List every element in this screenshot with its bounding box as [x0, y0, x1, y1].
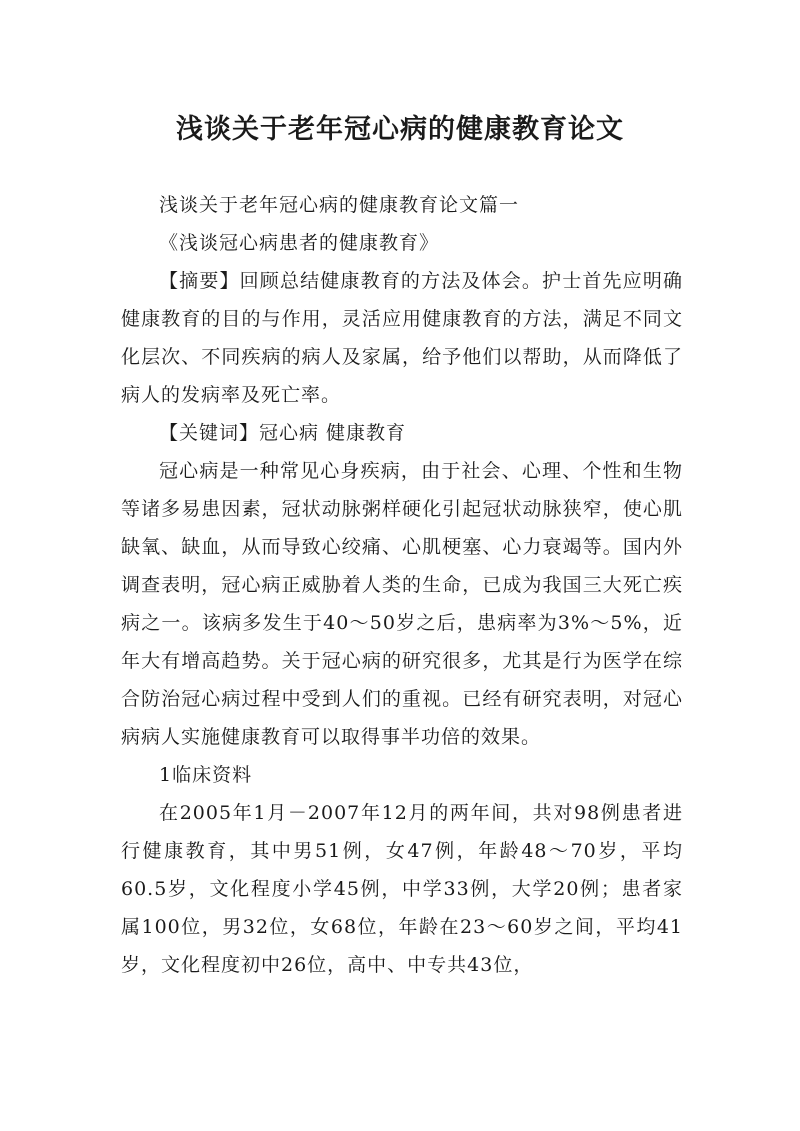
paragraph-article-heading: 浅谈关于老年冠心病的健康教育论文篇一 [159, 194, 520, 216]
paragraph-keywords: 【关键词】冠心病 健康教育 [159, 422, 407, 444]
paragraph-abstract: 【摘要】回顾总结健康教育的方法及体会。护士首先应明确健康教育的目的与作用，灵活应用健康教育的方法，满足不同文化层次、不同疾病的病人及家属，给予他们以帮助，从而降低了病人的发病率及死亡率。 [121, 270, 683, 406]
document-body [121, 186, 683, 984]
document-title: 浅谈关于老年冠心病的健康教育论文 [176, 114, 624, 146]
paragraph-introduction: 冠心病是一种常见心身疾病，由于社会、心理、个性和生物等诸多易患因素，冠状动脉粥样硬化引起冠状动脉狭窄，使心肌缺氧、缺血，从而导致心绞痛、心肌梗塞、心力衰竭等。国内外调查表明，冠心病正威胁着人类的生命，已成为我国三大死亡疾病之一。该病多发生于40～50岁之后，患病率为3%～5%，近年大有增高趋势。关于冠心病的研究很多，尤其是行为医学在综合防治冠心病过程中受到人们的重视。已经有研究表明，对冠心病病人实施健康教育可以取得事半功倍的效果。 [121, 460, 683, 748]
paragraph-paper-title: 《浅谈冠心病患者的健康教育》 [159, 232, 440, 254]
paragraph-clinical-data: 在2005年1月－2007年12月的两年间，共对98例患者进行健康教育，其中男51例，女47例，年龄48～70岁，平均60.5岁，文化程度小学45例，中学33例，大学20例；患者家属100位，男32位，女68位，年龄在23～60岁之间，平均41岁，文化程度初中26位，高中、中专共43位， [121, 802, 683, 976]
section-heading-clinical-data: 1临床资料 [159, 764, 253, 786]
